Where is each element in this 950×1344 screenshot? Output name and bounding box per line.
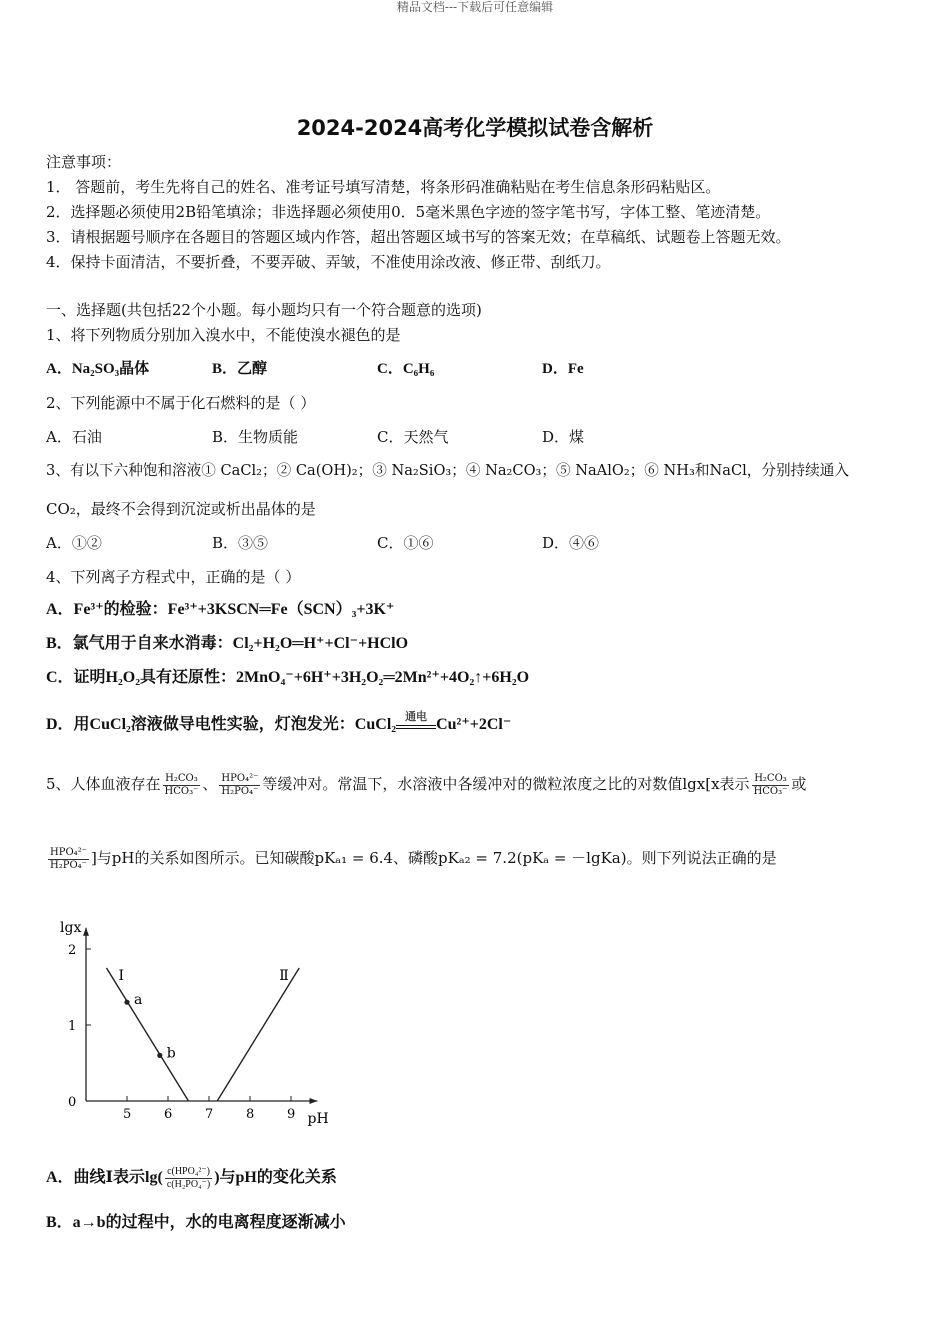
y-axis-arrow: [83, 928, 89, 936]
lgx-ph-chart: [46, 905, 366, 1135]
fraction-numerator: c(HPO₄²⁻): [165, 1166, 212, 1179]
q4-option-a: A．Fe³⁺的检验：Fe³⁺+3KSCN═Fe（SCN）₃+3K⁺: [46, 601, 395, 618]
q2-option-b: 生物质能: [238, 428, 299, 446]
x-tick-label: 8: [246, 1107, 255, 1122]
q4-option-d-right: Cu²⁺+2Cl⁻: [436, 716, 512, 733]
series-label-2: Ⅱ: [279, 968, 289, 984]
q1-option-a: Na₂SO₃晶体: [71, 361, 150, 377]
fraction-numerator: H₂CO₃: [752, 773, 790, 786]
section-heading: 一、选择题(共包括22个小题。每小题均只有一个符合题意的选项): [46, 301, 482, 319]
q1-option-c: C₆H₆: [402, 361, 435, 377]
series-line-2: [217, 968, 299, 1101]
notice-heading: 注意事项：: [46, 153, 122, 171]
fraction-denominator: H₂PO₄⁻: [50, 859, 87, 871]
fraction-numerator: HPO₄²⁻: [50, 846, 87, 858]
x-axis-arrow: [310, 1098, 318, 1104]
q3-stem-line2: CO₂，最终不会得到沉淀或析出晶体的是: [46, 500, 316, 518]
q1-stem: 1、将下列物质分别加入溴水中，不能使溴水褪色的是: [46, 326, 401, 344]
q5-text-4: 或: [791, 775, 807, 793]
y-tick-label: 1: [68, 1019, 77, 1034]
q5-option-b: B．a→b的过程中，水的电离程度逐渐减小: [46, 1214, 346, 1231]
fraction-numerator: H₂CO₃: [163, 773, 201, 786]
q3-option-a: ①②: [71, 534, 102, 552]
q2-stem: 2、下列能源中不属于化石燃料的是（ ）: [46, 394, 316, 412]
fraction-numerator: HPO₄²⁻: [221, 772, 259, 784]
y-tick-label: 2: [68, 943, 77, 958]
fraction-hpo4-h2po4-2: [48, 847, 89, 872]
q5-text-5: ]与pH的关系如图所示。已知碳酸pKₐ₁ = 6.4、磷酸pKₐ₂ = 7.2(pKₐ = －lgKa)。则下列说法正确的是: [90, 849, 777, 867]
q5-option-a-pre: A．曲线Ⅰ表示lg(: [46, 1169, 163, 1186]
q1-option-b: 乙醇: [237, 361, 268, 377]
x-tick-label: 5: [123, 1107, 132, 1122]
fraction-denominator: HCO₃⁻: [753, 785, 788, 797]
q5-text-2: 、: [202, 775, 218, 793]
q3-option-d: ④⑥: [569, 534, 600, 552]
q4-option-c: C．证明H₂O₂具有还原性：2MnO₄⁻+6H⁺+3H₂O₂═2Mn²⁺+4O₂↑+6H₂O: [46, 669, 530, 686]
q5-option-a-post: )与pH的变化关系: [214, 1169, 337, 1186]
q1-option-d: Fe: [567, 361, 584, 377]
q2-option-d: 煤: [569, 428, 585, 446]
x-tick-label: 7: [205, 1107, 214, 1122]
point-a: [124, 1000, 129, 1005]
page-header: 精品文档---下载后可任意编辑: [396, 0, 554, 14]
fraction-denominator: H₂PO₄⁻: [221, 785, 259, 797]
notice-item-3: 3．请根据题号顺序在各题目的答题区域内作答，超出答题区域书写的答案无效；在草稿纸、试题卷上答题无效。: [46, 228, 791, 246]
x-tick-label: 6: [164, 1107, 173, 1122]
q4-option-d-left: D．用CuCl₂溶液做导电性实验，灯泡发光：CuCl₂: [46, 716, 397, 733]
series-line-1: [107, 968, 189, 1101]
electrolysis-arrow: [396, 711, 436, 735]
q5-stem-line1: [46, 766, 806, 802]
notice-item-2: 2．选择题必须使用2B铅笔填涂；非选择题必须使用0．5毫米黑色字迹的签字笔书写，字体工整、笔迹清楚。: [46, 203, 771, 221]
q5-stem-line2: [46, 840, 777, 876]
notice-item-1: 1． 答题前，考生先将自己的姓名、准考证号填写清楚，将条形码准确粘贴在考生信息条形码粘贴区。: [46, 178, 721, 196]
q5-text-3: 等缓冲对。常温下，水溶液中各缓冲对的微粒浓度之比的对数值lgx[x表示: [262, 775, 750, 793]
point-label-a: a: [134, 992, 143, 1009]
q3-stem-line1: 3、有以下六种饱和溶液① CaCl₂；② Ca(OH)₂；③ Na₂SiO₃；④ Na₂CO₃；⑤ NaAlO₂；⑥ NH₃和NaCl，分别持续通入: [46, 462, 849, 479]
fraction-h2co3-hco3: [163, 773, 201, 798]
q4-stem: 4、下列离子方程式中，正确的是（ ）: [46, 568, 301, 586]
point-label-b: b: [166, 1045, 176, 1062]
fraction-hpo4-h2po4: [219, 773, 260, 798]
electrolysis-condition: 通电: [405, 711, 428, 723]
x-tick-label: 9: [287, 1107, 296, 1122]
y-tick-label: 0: [68, 1095, 77, 1110]
fraction-denominator: c(H₂PO₄⁻): [166, 1178, 211, 1190]
point-b: [157, 1053, 162, 1058]
q5-text-1: 5、人体血液存在: [46, 775, 161, 793]
q3-option-b: ③⑤: [238, 534, 269, 552]
q3-option-c: ①⑥: [403, 534, 434, 552]
fraction-denominator: HCO₃⁻: [164, 785, 199, 797]
fraction-c-hpo4-c-h2po4: [165, 1166, 212, 1191]
q5-option-a: [46, 1160, 337, 1196]
notice-item-4: 4．保持卡面清洁，不要折叠，不要弄破、弄皱，不准使用涂改液、修正带、刮纸刀。: [46, 253, 611, 271]
series-label-1: Ⅰ: [118, 968, 125, 984]
q2-option-c: 天然气: [403, 428, 449, 446]
x-axis-label: pH: [307, 1111, 329, 1127]
q4-option-b: B．氯气用于自来水消毒：Cl₂+H₂O═H⁺+Cl⁻+HClO: [46, 635, 409, 652]
fraction-h2co3-hco3-2: [752, 773, 790, 798]
y-axis-label: lgx: [60, 919, 82, 936]
q2-option-a: 石油: [71, 428, 102, 446]
q4-option-d: [46, 711, 512, 735]
document-title: 2024-2024高考化学模拟试卷含解析: [296, 116, 654, 140]
